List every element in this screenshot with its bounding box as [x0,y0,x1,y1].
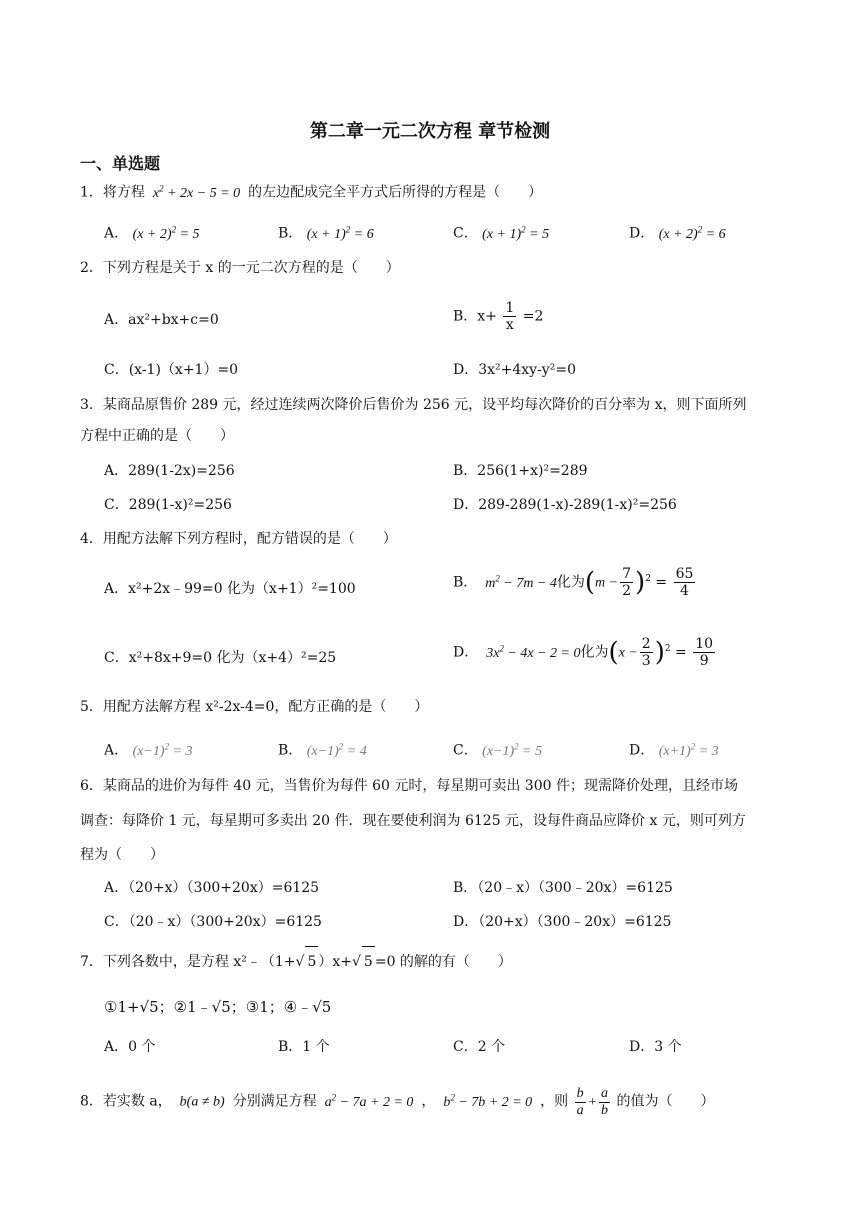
question-4: 4．用配方法解下列方程时，配方错误的是（ ） [80,531,397,547]
q1-option-c-label: C． [453,225,478,242]
q8-stem-suffix: 的值为（ ） [616,1093,715,1110]
q1-option-b-label: B． [278,225,303,242]
q7-option-b[interactable]: B．1 个 [278,1039,330,1055]
q8-expression: $\frac{b}{a}$ + $\frac{a}{b}$ [576,1085,609,1118]
q5-option-c-label: C． [453,742,478,759]
q8-stem-mid2: ， [421,1093,436,1110]
q8-stem-mid1: 分别满足方程 [232,1093,317,1110]
q1-option-c[interactable]: C． $(x + 1)^2 = 5$ [453,224,550,242]
q5-option-a-label: A． [104,742,129,759]
sqrt5-symbol: √ 5 [296,954,319,970]
q4-option-a[interactable]: A．x²+2x﹣99=0 化为（x+1）²=100 [104,581,356,597]
q1-option-a-label: A． [104,225,129,242]
q5-option-b[interactable]: B． $(x-1)^2 = 4$ [278,741,367,759]
q2-option-a[interactable]: A．ax²+bx+c=0 [104,312,219,328]
q8-stem-prefix: 8．若实数 a， [80,1093,172,1110]
question-3-line1: 3．某商品原售价 289 元，经过连续两次降价后售价为 256 元，设平均每次降价的百分率为 x，则下面所列 [80,397,747,413]
sqrt5-symbol: √ 5 [352,954,375,970]
q7-stem-prefix: 7．下列各数中，是方程 x²﹣（1+ [80,954,296,970]
q1-option-d[interactable]: D． $(x + 2)^2 = 6$ [629,224,726,242]
question-7 [80,946,780,977]
q1-equation: $x^2 + 2x - 5 = 0$ [149,183,244,201]
q7-candidate-list: ①1+√5；②1﹣√5；③1；④﹣√5 [104,998,332,1016]
q7-option-a[interactable]: A．0 个 [104,1039,156,1055]
q3-option-a[interactable]: A．289(1-2x)=256 [104,463,235,479]
q5-option-d-label: D． [629,742,655,759]
q1-option-d-label: D． [629,225,655,242]
q1-option-b[interactable]: B． $(x + 1)^2 = 6$ [278,224,374,242]
q3-option-c[interactable]: C．289(1-x)²=256 [104,497,232,513]
q1-stem-prefix: 1．将方程 [80,184,145,201]
q1-stem-suffix: 的左边配成完全平方式后所得的方程是（ ） [248,184,543,201]
q8-stem-mid3: ，则 [540,1093,569,1110]
q6-option-d[interactable]: D．（20+x）（300﹣20x）=6125 [453,914,672,930]
question-6-line3: 程为（ ） [80,847,164,863]
q8-equation-b: $b^2 - 7b + 2 = 0$ [439,1092,536,1110]
q8-equation-a: $a^2 - 7a + 2 = 0$ [321,1092,417,1110]
q6-option-a[interactable]: A．（20+x）（300+20x）=6125 [104,880,320,896]
q4-option-b[interactable]: B． $m^2 - 7m - 4$化为(m − $\frac{7}{2}$ )$^2$ = $\frac{65}{4}$ [453,566,694,599]
q5-option-c[interactable]: C． $(x-1)^2 = 5$ [453,741,543,759]
q4-option-c[interactable]: C．x²+8x+9=0 化为（x+4）²=25 [104,650,337,666]
q5-option-a[interactable]: A． $(x-1)^2 = 3$ [104,741,193,759]
section-heading: 一、单选题 [80,154,161,173]
q2-option-b[interactable]: B．x+ $\frac{1}{x}$ =2 [453,300,544,333]
q6-option-c[interactable]: C．（20﹣x）（300+20x）=6125 [104,914,322,930]
q5-option-b-label: B． [278,742,303,759]
document-title: 第二章一元二次方程 章节检测 [309,121,551,142]
q5-option-d[interactable]: D． $(x+1)^2 = 3$ [629,741,719,759]
question-5: 5．用配方法解方程 x²-2x-4=0，配方正确的是（ ） [80,699,429,715]
q1-option-a[interactable]: A． $(x + 2)^2 = 5$ [104,224,200,242]
q7-option-d[interactable]: D．3 个 [629,1039,682,1055]
q6-option-b[interactable]: B．（20﹣x）（300﹣20x）=6125 [453,880,673,896]
question-1 [80,173,780,209]
q2-option-b-label: B．x+ [453,308,497,325]
q7-stem-mid: ）x+ [318,954,352,970]
question-8 [80,1082,820,1119]
question-3-line2: 方程中正确的是（ ） [80,428,234,444]
q7-stem-suffix: =0 的解的有（ ） [374,954,512,970]
q3-option-b[interactable]: B．256(1+x)²=289 [453,463,588,479]
question-2: 2．下列方程是关于 x 的一元二次方程的是（ ） [80,260,400,276]
q4-option-d-label: D． [453,644,479,661]
question-6-line2: 调查：每降价 1 元，每星期可多卖出 20 件．现在要使利润为 6125 元，设每件商品应降价 x 元，则可列方 [80,813,746,829]
q7-option-c[interactable]: C．2 个 [453,1039,506,1055]
q2-option-d[interactable]: D．3x²+4xy-y²=0 [453,362,576,378]
q2-option-c[interactable]: C．(x-1)（x+1）=0 [104,362,239,378]
q4-option-d[interactable]: D． $3x^2 - 4x - 2 = 0$化为(x − $\frac{2}{3}$ )$^2$ = $\frac{10}{9}$ [453,636,714,669]
q4-option-b-label: B． [453,574,478,591]
q8-b-condition: b(a ≠ b) [176,1094,229,1110]
q3-option-d[interactable]: D．289-289(1-x)-289(1-x)²=256 [453,497,677,513]
question-6-line1: 6．某商品的进价为每件 40 元，当售价为每件 60 元时，每星期可卖出 300 件；现需降价处理，且经市场 [80,778,738,794]
